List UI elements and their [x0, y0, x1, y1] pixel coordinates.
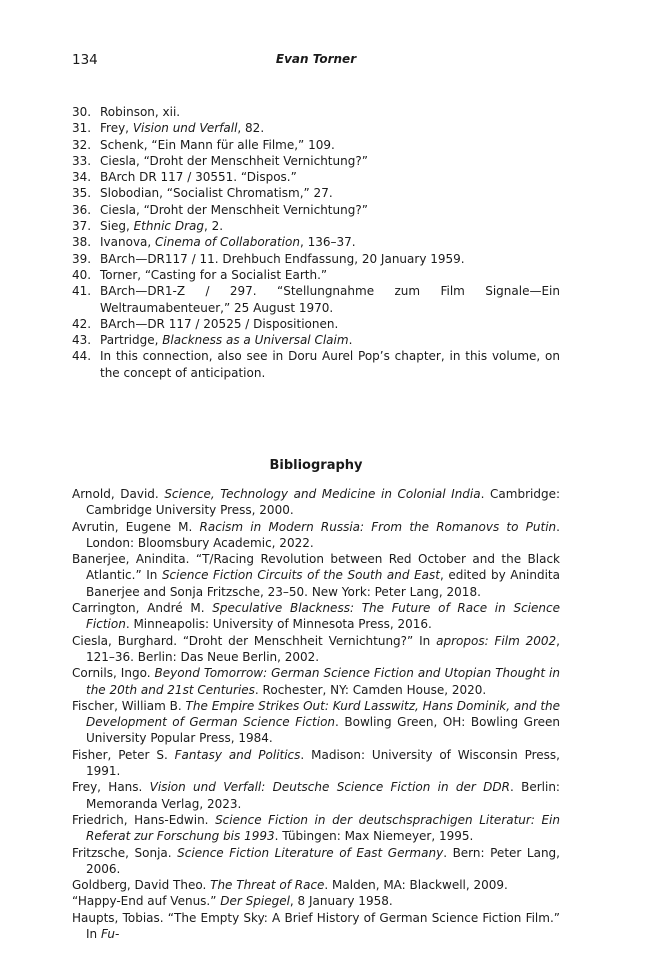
text-run: . Rochester, NY: Camden House, 2020. [254, 682, 487, 697]
bibliography-entry [72, 600, 560, 633]
text-run: BArch DR 117 / 30551. “Dispos.” [100, 170, 297, 185]
endnote [72, 185, 560, 201]
bibliography-heading: Bibliography [269, 458, 363, 473]
text-run: BArch—DR117 / 11. Drehbuch Endfassung, 20 January 1959. [100, 251, 465, 266]
endnote-number: 40. [72, 267, 92, 282]
italic-title: Vision und Verfall: Deutsche Science Fiction in der DDR [149, 780, 510, 795]
endnote-number: 42. [72, 316, 92, 331]
italic-title: Fantasy and Politics [174, 747, 301, 762]
endnote-number: 36. [72, 202, 92, 217]
text-run: Frey, Hans. [72, 780, 150, 795]
italic-title: Racism in Modern Russia: From the Romanovs to Putin [199, 519, 557, 534]
endnote [72, 120, 560, 136]
bibliography-entry [72, 910, 560, 943]
bibliography-entry [72, 519, 560, 552]
endnote-number: 39. [72, 251, 92, 266]
text-run: Sieg, [100, 219, 134, 234]
text-run: “Happy-End auf Venus.” [72, 894, 221, 909]
endnotes-list [72, 104, 560, 381]
text-run: Frey, [100, 121, 133, 136]
endnote-number: 38. [72, 235, 92, 250]
text-run: Banerjee, Anindita. “T/Racing Revolution between Red October and the Black Atlantic.” In [72, 552, 560, 583]
text-run: , 8 January 1958. [289, 894, 393, 909]
bibliography-entry [72, 845, 560, 878]
text-run: Friedrich, Hans-Edwin. [72, 812, 216, 827]
text-run: Partridge, [100, 333, 163, 348]
italic-title: Science Fiction in der deutschsprachigen Literatur: Ein Referat zur Forschung bis 1993 [86, 812, 560, 844]
endnote [72, 234, 560, 250]
text-run: Arnold, David. [72, 487, 165, 501]
endnote-number: 32. [72, 137, 92, 152]
italic-title: Ethnic Drag [133, 219, 204, 234]
text-run: Robinson, xii. [100, 105, 181, 119]
italic-title: Beyond Tomorrow: German Science Fiction and Utopian Thought in the 20th and 21st Centuries [86, 666, 560, 697]
italic-title: The Empire Strikes Out: Kurd Lasswitz, Hans Dominik, and the Development of German Science Fiction [86, 698, 561, 730]
endnote-number: 44. [72, 349, 92, 364]
endnote-number: 34. [72, 170, 92, 185]
bibliography-entry [72, 551, 560, 600]
italic-title: Blackness as a Universal Claim [162, 333, 349, 348]
bibliography-entry [72, 779, 560, 812]
bibliography-entry [72, 812, 560, 845]
text-run: . Bern: Peter Lang, 2006. [86, 845, 560, 876]
bibliography-entry [72, 633, 560, 666]
text-run: . Berlin: Memoranda Verlag, 2023. [86, 780, 560, 811]
text-run: In this connection, also see in Doru Aurel Pop’s chapter, in this volume, on the concept of anticipation. [100, 349, 560, 380]
endnote-number: 35. [72, 186, 92, 201]
italic-title: Science, Technology and Medicine in Colonial India [164, 487, 481, 501]
text-run: Haupts, Tobias. “The Empty Sky: A Brief History of German Science Fiction Film.” In [72, 910, 560, 942]
text-run: Schenk, “Ein Mann für alle Filme,” 109. [100, 137, 335, 152]
italic-title: Fu- [100, 927, 120, 942]
endnote-number: 30. [72, 105, 92, 119]
endnote [72, 137, 560, 153]
text-run: Fisher, Peter S. [72, 747, 175, 762]
bibliography-entry [72, 665, 560, 698]
bibliography-entry [72, 893, 560, 909]
page-header [72, 52, 560, 70]
endnote [72, 267, 560, 283]
italic-title: Der Spiegel [220, 894, 290, 909]
bibliography-list [72, 486, 560, 942]
italic-title: apropos: Film 2002 [436, 633, 557, 648]
endnote [72, 202, 560, 218]
endnote-number: 37. [72, 219, 92, 234]
text-run: Ciesla, “Droht der Menschheit Vernichtung?” [100, 202, 368, 217]
text-run: Fritzsche, Sonja. [72, 845, 178, 860]
italic-title: Cinema of Collaboration [155, 235, 300, 250]
bibliography-entry [72, 486, 560, 519]
italic-title: Speculative Blackness: The Future of Race in Science Fiction [86, 601, 560, 632]
text-run: , 82. [237, 121, 265, 136]
text-run: Slobodian, “Socialist Chromatism,” 27. [100, 186, 333, 201]
text-run: Carrington, André M. [72, 601, 213, 616]
endnote [72, 251, 560, 267]
endnote [72, 316, 560, 332]
text-run: . London: Bloomsbury Academic, 2022. [86, 519, 560, 550]
text-run: . Cambridge: Cambridge University Press, 2000. [86, 487, 561, 518]
text-run: . Tübingen: Max Niemeyer, 1995. [274, 829, 474, 844]
endnote-number: 31. [72, 121, 92, 136]
text-run: Fischer, William B. [72, 698, 186, 713]
text-run: . Minneapolis: University of Minnesota Press, 2016. [125, 617, 432, 632]
running-head: Evan Torner [275, 52, 357, 66]
text-run: . [348, 333, 353, 348]
bibliography-entry [72, 747, 560, 780]
bibliography-entry [72, 698, 560, 747]
text-run: Ivanova, [100, 235, 156, 250]
italic-title: Science Fiction Literature of East Germany [177, 845, 444, 860]
text-run: . Madison: University of Wisconsin Press, 1991. [86, 747, 560, 779]
endnote-number: 41. [72, 284, 92, 299]
text-run: Goldberg, David Theo. [72, 878, 211, 893]
endnote [72, 218, 560, 234]
endnote [72, 348, 560, 381]
text-run: Ciesla, “Droht der Menschheit Vernichtung?” [100, 153, 368, 168]
page-number: 134 [72, 52, 98, 68]
text-run: , edited by Anindita Banerjee and Sonja Fritzsche, 23–50. New York: Peter Lang, 2018. [86, 568, 560, 599]
text-run: Avrutin, Eugene M. [72, 519, 200, 534]
text-run: Torner, “Casting for a Socialist Earth.” [100, 267, 328, 282]
text-run: . Bowling Green, OH: Bowling Green University Popular Press, 1984. [86, 715, 560, 746]
text-run: Ciesla, Burghard. “Droht der Menschheit Vernichtung?” In [72, 633, 437, 648]
endnote [72, 153, 560, 169]
bibliography-entry [72, 877, 560, 893]
text-run: BArch—DR 117 / 20525 / Dispositionen. [100, 316, 339, 331]
endnote-number: 33. [72, 153, 92, 168]
italic-title: Science Fiction Circuits of the South and East [161, 568, 440, 583]
text-run: Cornils, Ingo. [72, 666, 155, 681]
endnote [72, 283, 560, 316]
text-run: BArch—DR1-Z / 297. “Stellungnahme zum Film Signale—Ein Weltraumabenteuer,” 25 August 1970. [100, 284, 560, 315]
italic-title: Vision und Verfall [132, 121, 238, 136]
text-run: , 2. [203, 219, 224, 234]
text-run: . Malden, MA: Blackwell, 2009. [324, 878, 508, 893]
endnote [72, 332, 560, 348]
endnote [72, 169, 560, 185]
text-run: , 121–36. Berlin: Das Neue Berlin, 2002. [86, 633, 560, 664]
text-run: , 136–37. [299, 235, 356, 250]
endnote-number: 43. [72, 333, 92, 348]
endnote [72, 104, 560, 120]
italic-title: The Threat of Race [210, 878, 325, 893]
